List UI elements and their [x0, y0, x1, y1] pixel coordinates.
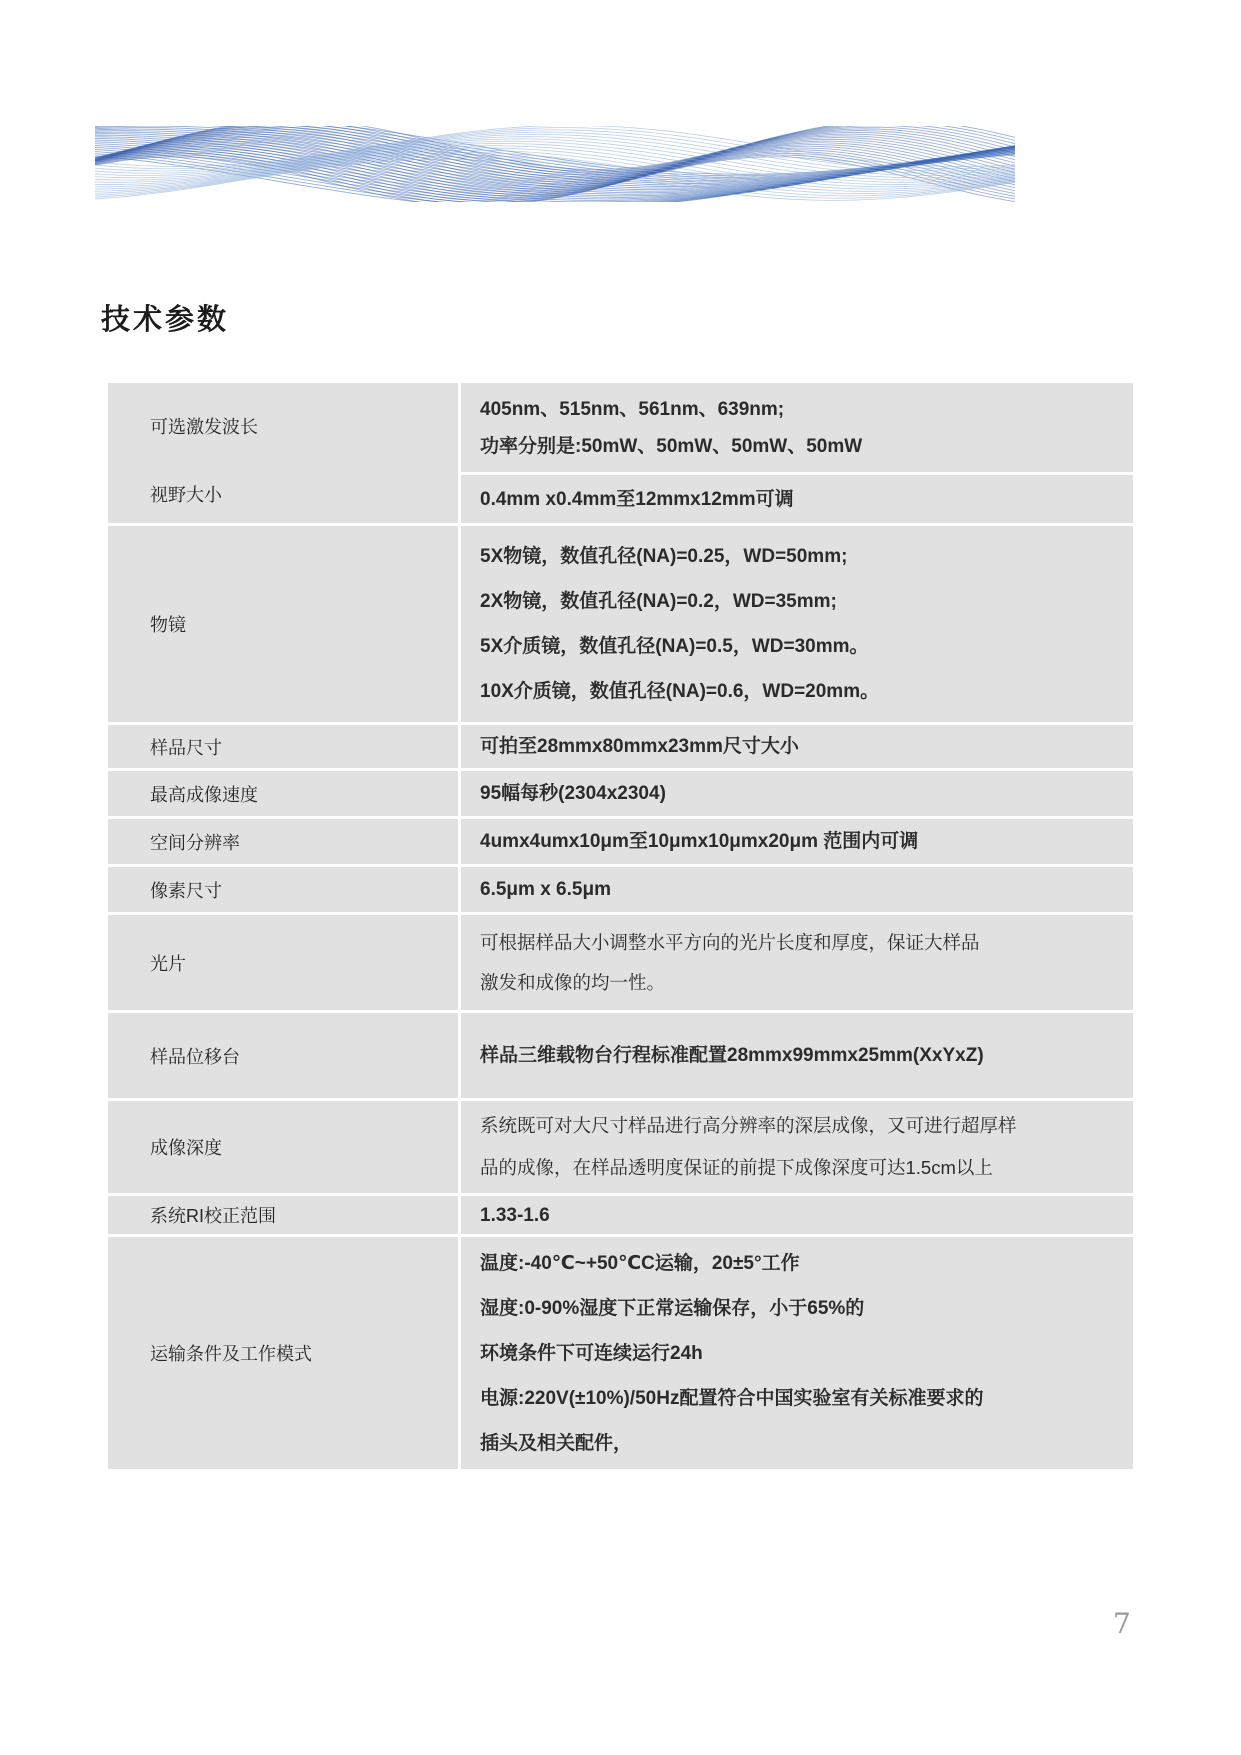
param-label: 视野大小	[150, 485, 222, 505]
param-label: 系统RI校正范围	[150, 1206, 276, 1226]
page-number: 7	[1113, 1607, 1131, 1640]
param-label-cell	[108, 725, 458, 768]
spec-table	[108, 383, 1133, 1469]
param-label-cell	[108, 771, 458, 816]
param-label-cell	[108, 526, 458, 722]
param-value-cell	[461, 1237, 1133, 1469]
param-value: 系统既可对大尺寸样品进行高分辨率的深层成像，又可进行超厚样	[480, 1115, 1017, 1136]
param-value: 电源:220V(±10%)/50Hz配置符合中国实验室有关标准要求的	[480, 1387, 984, 1409]
param-value: 5X介质镜，数值孔径(NA)=0.5，WD=30mm。	[480, 636, 869, 657]
param-value: 环境条件下可连续运行24h	[480, 1342, 703, 1364]
decorative-wave	[95, 126, 1015, 202]
param-value: 可拍至28mmx80mmx23mm尺寸大小	[480, 736, 799, 757]
table-row	[108, 725, 1133, 768]
table-row	[108, 867, 1133, 912]
param-value: 温度:-40℃~+50℃C运输，20±5°工作	[480, 1252, 800, 1274]
param-value: 95幅每秒(2304x2304)	[480, 783, 666, 804]
param-label: 空间分辨率	[150, 832, 240, 853]
param-value: 4umx4umx10μm至10μmx10μmx20μm 范围内可调	[480, 831, 919, 852]
param-value-cell	[461, 1196, 1133, 1234]
param-value: 可根据样品大小调整水平方向的光片长度和厚度，保证大样品	[480, 931, 980, 953]
param-label-cell	[108, 915, 458, 1010]
param-value-cell	[461, 725, 1133, 768]
param-value: 0.4mm x0.4mm至12mmx12mm可调	[480, 488, 794, 510]
param-label-cell	[108, 1196, 458, 1234]
param-label: 成像深度	[150, 1138, 222, 1158]
param-value: 5X物镜，数值孔径(NA)=0.25，WD=50mm;	[480, 546, 848, 567]
param-value-cell	[461, 867, 1133, 912]
param-value-cell	[461, 915, 1133, 1010]
param-label-cell	[108, 819, 458, 864]
param-value-cell	[461, 771, 1133, 816]
param-value: 2X物镜，数值孔径(NA)=0.2，WD=35mm;	[480, 591, 837, 612]
param-value-cell	[461, 383, 1133, 472]
table-row	[108, 771, 1133, 816]
param-label: 最高成像速度	[150, 784, 258, 805]
param-value: 6.5μm x 6.5μm	[480, 879, 611, 900]
param-label-cell	[108, 1013, 458, 1098]
wave-pattern-icon	[95, 126, 1015, 202]
param-value: 10X介质镜，数值孔径(NA)=0.6，WD=20mm。	[480, 681, 880, 702]
param-value: 激发和成像的均一性。	[480, 971, 666, 993]
param-value: 功率分别是:50mW、50mW、50mW、50mW	[480, 435, 863, 457]
param-value-cell	[461, 526, 1133, 722]
param-label-cell	[108, 383, 458, 523]
param-label: 可选激发波长	[150, 417, 258, 437]
param-label: 像素尺寸	[150, 880, 222, 901]
table-row	[108, 1101, 1133, 1193]
param-value-cell	[461, 475, 1133, 523]
param-value-cell	[461, 819, 1133, 864]
param-value-cell	[461, 1013, 1133, 1098]
table-row	[108, 819, 1133, 864]
table-row	[108, 1196, 1133, 1234]
table-row	[108, 915, 1133, 1010]
table-row	[108, 526, 1133, 722]
param-value: 品的成像，在样品透明度保证的前提下成像深度可达1.5cm以上	[480, 1157, 993, 1178]
param-label: 样品位移台	[150, 1046, 240, 1067]
table-row	[108, 1013, 1133, 1098]
param-label-cell	[108, 1237, 458, 1469]
param-value: 405nm、515nm、561nm、639nm;	[480, 398, 785, 420]
param-value-cell	[461, 1101, 1133, 1193]
value-stack	[461, 383, 1133, 523]
param-value: 插头及相关配件，	[480, 1432, 633, 1454]
param-label: 光片	[150, 953, 186, 974]
param-label: 样品尺寸	[150, 737, 222, 758]
page-title: 技术参数	[101, 304, 230, 336]
param-label: 物镜	[150, 615, 186, 635]
param-label-cell	[108, 867, 458, 912]
param-value: 1.33-1.6	[480, 1204, 550, 1226]
table-row	[108, 383, 1133, 523]
param-label: 运输条件及工作模式	[150, 1344, 312, 1364]
param-value: 样品三维载物台行程标准配置28mmx99mmx25mm(XxYxZ)	[480, 1045, 984, 1066]
param-value: 湿度:0-90%湿度下正常运输保存，小于65%的	[480, 1297, 865, 1319]
table-row	[108, 1237, 1133, 1469]
param-label-cell	[108, 1101, 458, 1193]
